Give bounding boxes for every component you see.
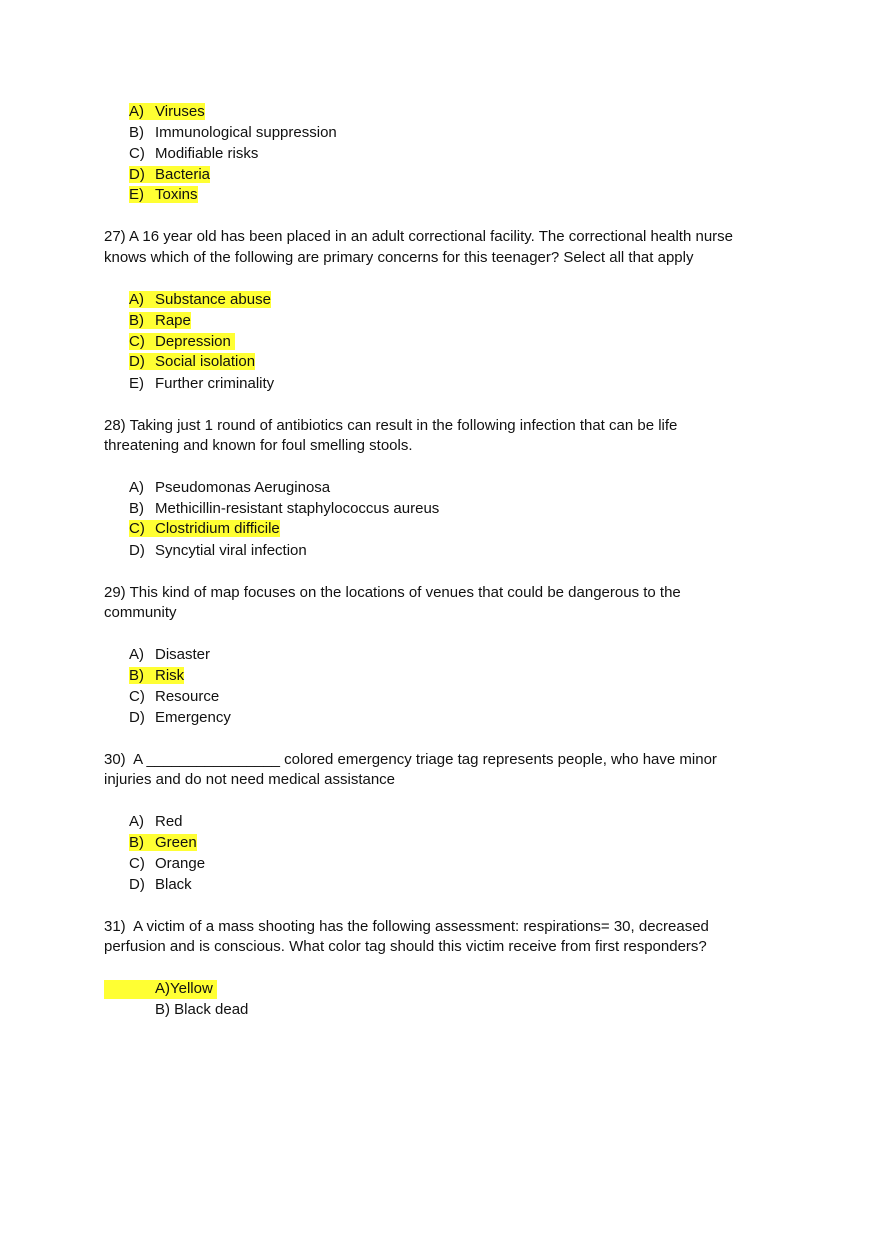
q27-option-a [129, 290, 271, 310]
option-letter: D) [129, 353, 145, 370]
q29-option-b [129, 666, 184, 686]
option-letter: B) [129, 312, 144, 329]
option-text: Emergency [155, 709, 231, 726]
option-letter: C) [129, 688, 145, 705]
option-letter: C) [129, 520, 145, 537]
q29-text-line2: community [104, 604, 177, 621]
option-text: Further criminality [155, 375, 275, 392]
option-letter: C) [129, 333, 145, 350]
option-text: Bacteria [155, 166, 211, 183]
q27-option-e [129, 374, 274, 394]
option-letter: B) [129, 667, 144, 684]
option-highlight [129, 353, 255, 370]
option-letter: E) [129, 375, 144, 392]
q31-text-line2: perfusion and is conscious. What color tag should this victim receive from first responders? [104, 938, 707, 955]
q26-option-e [129, 185, 198, 205]
option-text: Red [155, 813, 183, 830]
option-letter: D) [129, 166, 145, 183]
option-text: Orange [155, 855, 206, 872]
q30-option-c [129, 854, 205, 874]
q28-option-b [129, 499, 439, 519]
q28-option-d [129, 541, 307, 561]
q30-option-a [129, 812, 183, 832]
option-text: Clostridium difficile [155, 520, 280, 537]
option-letter: D) [129, 876, 145, 893]
option-letter: B) [129, 500, 144, 517]
option-highlight [129, 834, 197, 851]
option-text: Methicillin-resistant staphylococcus aureus [155, 500, 440, 517]
option-letter: B) [129, 834, 144, 851]
q27-text-line2: knows which of the following are primary concerns for this teenager? Select all that apply [104, 249, 694, 266]
option-text: Viruses [155, 103, 205, 120]
q31-answer-b: B) Black dead [155, 1001, 249, 1018]
option-text: Black [155, 876, 192, 893]
q30-text-line2: injuries and do not need medical assistance [104, 771, 396, 788]
option-letter: A) [129, 479, 144, 496]
q26-option-b [129, 123, 337, 143]
option-text: Disaster [155, 646, 211, 663]
option-letter: A) [129, 291, 144, 308]
option-text: Syncytial viral infection [155, 542, 307, 559]
option-highlight [129, 520, 280, 537]
option-text: Rape [155, 312, 191, 329]
option-letter: C) [129, 145, 145, 162]
q30-text-line1: 30) A ________________ colored emergency triage tag represents people, who have minor [104, 751, 717, 768]
q30-option-b [129, 833, 197, 853]
option-text: Risk [155, 667, 185, 684]
option-highlight [129, 667, 184, 684]
q31-text-line1: 31) A victim of a mass shooting has the following assessment: respirations= 30, decreased [104, 918, 709, 935]
q26-option-c [129, 144, 258, 164]
q28-option-c [129, 519, 280, 539]
option-text: Green [155, 834, 197, 851]
option-highlight [129, 333, 235, 350]
q29-option-d [129, 708, 231, 728]
q28-text-line2: threatening and known for foul smelling stools. [104, 437, 413, 454]
option-text: Toxins [155, 186, 198, 203]
option-text: Resource [155, 688, 220, 705]
option-highlight [129, 312, 191, 329]
q30-option-d [129, 875, 192, 895]
option-letter: D) [129, 542, 145, 559]
option-letter: A) [129, 646, 144, 663]
option-text: Modifiable risks [155, 145, 259, 162]
q27-option-d [129, 352, 255, 372]
q29-option-c [129, 687, 219, 707]
q26-option-a [129, 102, 205, 122]
option-highlight [129, 186, 198, 203]
option-letter: A) [129, 103, 144, 120]
q31-answer-a: A)Yellow [155, 980, 213, 997]
option-highlight [129, 103, 205, 120]
q27-option-b [129, 311, 191, 331]
option-highlight [129, 166, 210, 183]
q27-option-c [129, 332, 235, 352]
q28-text-line1: 28) Taking just 1 round of antibiotics can result in the following infection that can be life [104, 417, 678, 434]
q29-text-line1: 29) This kind of map focuses on the locations of venues that could be dangerous to the [104, 584, 681, 601]
option-text: Substance abuse [155, 291, 271, 308]
q29-option-a [129, 645, 210, 665]
option-text: Depression [155, 333, 236, 350]
option-letter: A) [129, 813, 144, 830]
q27-text-line1: 27) A 16 year old has been placed in an adult correctional facility. The correctional health nurse [104, 228, 733, 245]
option-text: Pseudomonas Aeruginosa [155, 479, 331, 496]
option-text: Social isolation [155, 353, 256, 370]
option-highlight [129, 291, 271, 308]
option-letter: B) [129, 124, 144, 141]
q26-option-d [129, 165, 210, 185]
option-letter: C) [129, 855, 145, 872]
option-letter: D) [129, 709, 145, 726]
option-text: Immunological suppression [155, 124, 337, 141]
option-letter: E) [129, 186, 144, 203]
q28-option-a [129, 478, 330, 498]
